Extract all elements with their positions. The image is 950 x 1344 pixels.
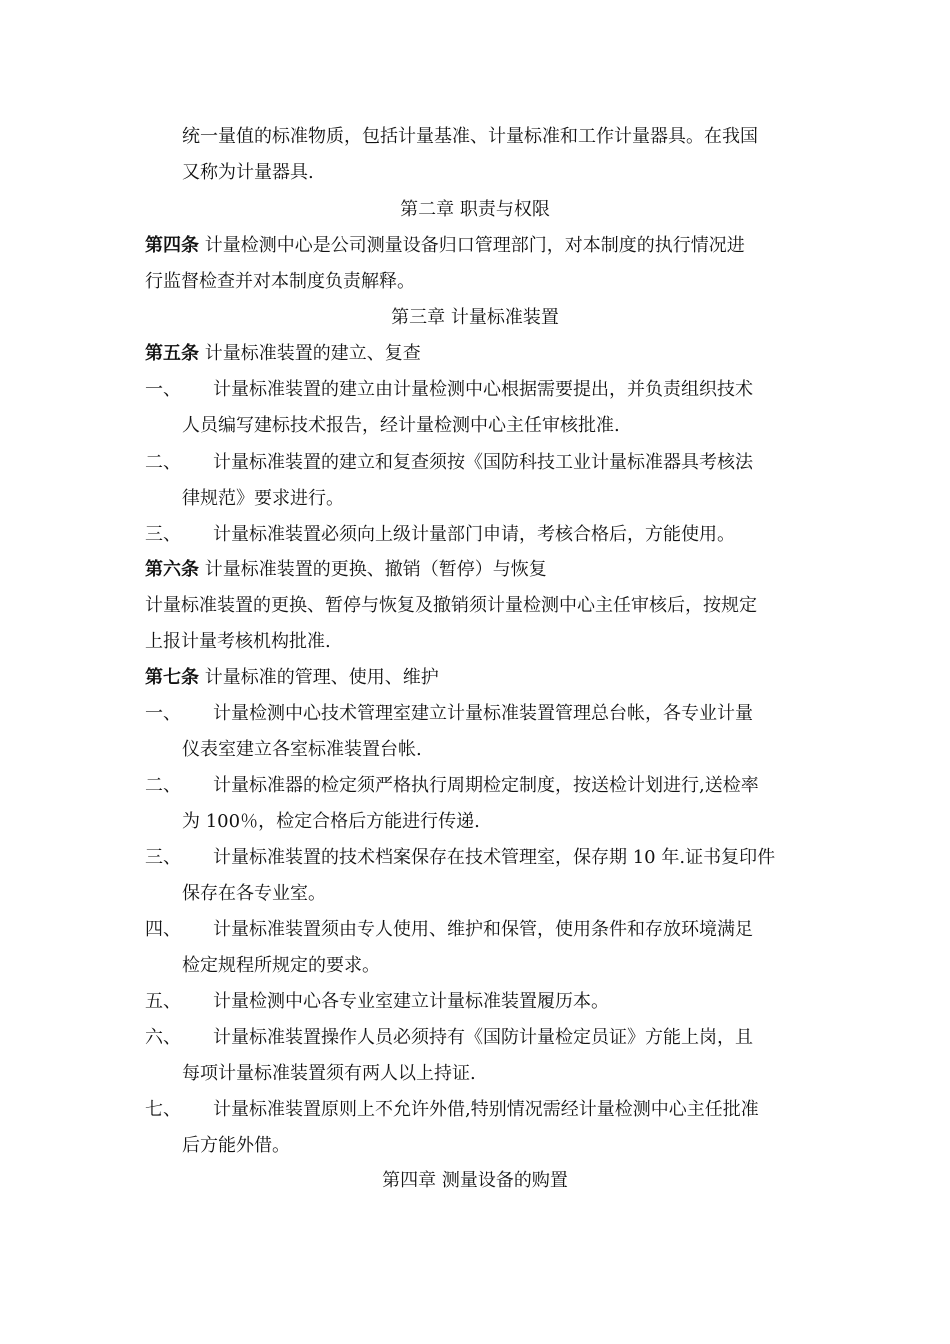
intro-line-2: 又称为计量器具.	[182, 162, 314, 183]
article-6-line-1: 计量标准装置的更换、暂停与恢复及撤销须计量检测中心主任审核后，按规定	[145, 595, 757, 616]
list-item	[145, 522, 735, 548]
list-item-text: 计量检测中心各专业室建立计量标准装置履历本。	[213, 991, 609, 1012]
list-item	[145, 773, 759, 799]
list-item-text: 计量标准装置原则上不允许外借,特别情况需经计量检测中心主任批准	[213, 1099, 759, 1120]
article-6-heading	[145, 557, 547, 583]
article-5-label: 第五条	[145, 343, 199, 364]
list-item-continuation: 为 100％，检定合格后方能进行传递.	[182, 811, 480, 832]
list-item	[145, 989, 609, 1015]
list-item-number: 三、	[145, 847, 181, 868]
list-item-number: 一、	[145, 379, 181, 400]
list-item-text: 计量标准装置须由专人使用、维护和保管，使用条件和存放环境满足	[213, 919, 753, 940]
chapter-4-heading: 第四章 测量设备的购置	[382, 1170, 568, 1191]
list-item	[145, 450, 753, 476]
article-7-title: 计量标准的管理、使用、维护	[199, 667, 439, 688]
list-item-number: 二、	[145, 452, 181, 473]
list-item-continuation: 人员编写建标技术报告，经计量检测中心主任审核批准.	[182, 415, 620, 436]
article-7-label: 第七条	[145, 667, 199, 688]
list-item-continuation: 后方能外借。	[182, 1135, 290, 1156]
article-6-line-2: 上报计量考核机构批准.	[145, 631, 331, 652]
list-item-number: 一、	[145, 703, 181, 724]
list-item-number: 七、	[145, 1099, 181, 1120]
list-item-continuation: 仪表室建立各室标准装置台帐.	[182, 739, 422, 760]
chapter-2-heading: 第二章 职责与权限	[400, 199, 550, 220]
list-item-continuation: 检定规程所规定的要求。	[182, 955, 380, 976]
article-4-line-2: 行监督检查并对本制度负责解释。	[145, 271, 415, 292]
list-item-text: 计量标准装置的技术档案保存在技术管理室，保存期 10 年.证书复印件	[213, 847, 776, 868]
list-item-number: 五、	[145, 991, 181, 1012]
list-item-text: 计量检测中心技术管理室建立计量标准装置管理总台帐，各专业计量	[213, 703, 753, 724]
chapter-3-heading: 第三章 计量标准装置	[391, 307, 559, 328]
list-item	[145, 1025, 753, 1051]
list-item	[145, 377, 753, 403]
article-6-title: 计量标准装置的更换、撤销（暂停）与恢复	[199, 559, 547, 580]
list-item-number: 三、	[145, 524, 181, 545]
article-4-label: 第四条	[145, 235, 199, 256]
list-item-text: 计量标准装置操作人员必须持有《国防计量检定员证》方能上岗，且	[213, 1027, 753, 1048]
list-item-number: 二、	[145, 775, 181, 796]
list-item-continuation: 律规范》要求进行。	[182, 488, 344, 509]
article-4-text-1: 计量检测中心是公司测量设备归口管理部门，对本制度的执行情况进	[199, 235, 745, 256]
list-item-text: 计量标准装置的建立由计量检测中心根据需要提出，并负责组织技术	[213, 379, 753, 400]
list-item-number: 六、	[145, 1027, 181, 1048]
list-item	[145, 1097, 759, 1123]
article-4-line-1	[145, 233, 745, 259]
list-item	[145, 917, 753, 943]
list-item	[145, 845, 775, 871]
list-item-continuation: 每项计量标准装置须有两人以上持证.	[182, 1063, 476, 1084]
article-5-heading	[145, 341, 421, 367]
article-6-label: 第六条	[145, 559, 199, 580]
list-item-text: 计量标准器的检定须严格执行周期检定制度，按送检计划进行,送检率	[213, 775, 759, 796]
list-item-continuation: 保存在各专业室。	[182, 883, 326, 904]
list-item-text: 计量标准装置的建立和复查须按《国防科技工业计量标准器具考核法	[213, 452, 753, 473]
list-item-text: 计量标准装置必须向上级计量部门申请，考核合格后，方能使用。	[213, 524, 735, 545]
article-7-heading	[145, 665, 439, 691]
intro-line-1: 统一量值的标准物质，包括计量基准、计量标准和工作计量器具。在我国	[182, 126, 758, 147]
list-item-number: 四、	[145, 919, 181, 940]
list-item	[145, 701, 753, 727]
article-5-title: 计量标准装置的建立、复查	[199, 343, 421, 364]
